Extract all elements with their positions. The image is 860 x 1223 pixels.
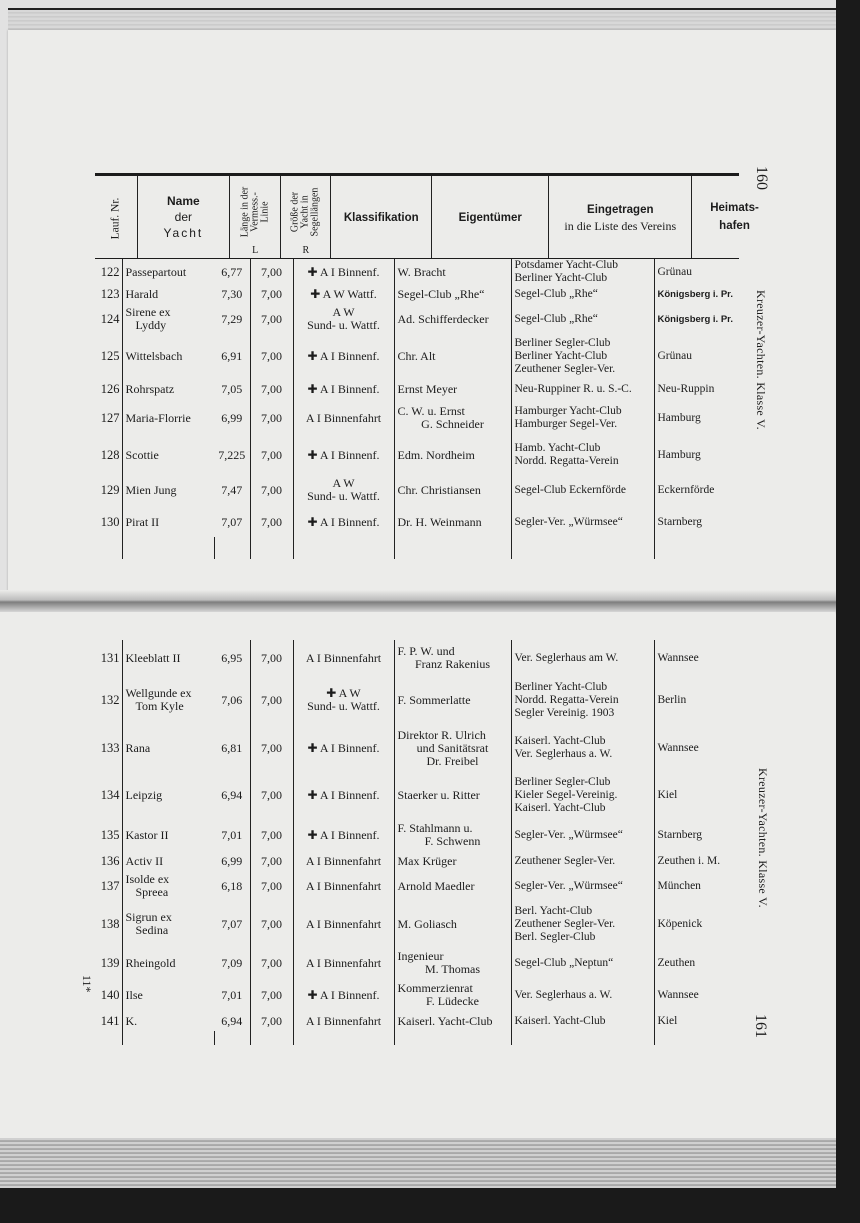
yacht-name: Maria-Florrie	[125, 410, 191, 425]
table-row	[95, 334, 739, 379]
size-r: 7,00	[250, 818, 293, 852]
table-row	[95, 507, 739, 537]
length-l: 7,07	[214, 507, 250, 537]
length-l: 6,94	[214, 1011, 250, 1031]
side-title-page-161: Kreuzer-Yachten. Klasse V.	[756, 768, 770, 908]
home-port: Hamburg	[657, 448, 701, 461]
home-port: Wannsee	[657, 651, 699, 664]
lauf-nr: 136	[95, 852, 122, 871]
yacht-name: Ilse	[125, 987, 143, 1002]
lauf-nr: 133	[95, 724, 122, 772]
yacht-name: K.	[125, 1013, 138, 1028]
side-title-page-160: Kreuzer-Yachten. Klasse V.	[754, 290, 768, 430]
table-row	[95, 259, 739, 285]
yacht-name: Kastor II	[125, 827, 169, 842]
lauf-nr: 126	[95, 379, 122, 399]
table-row	[95, 818, 739, 852]
registered-clubs: Ver. Seglerhaus a. W.	[511, 979, 654, 1011]
table-row	[95, 947, 739, 979]
classification: A I Binnenfahrt	[293, 399, 394, 437]
header-length: Länge in der Vermess.- Linie L	[229, 176, 281, 258]
size-r: 7,00	[250, 901, 293, 947]
lauf-nr: 138	[95, 901, 122, 947]
header-klass: Klassifikation	[331, 176, 432, 258]
home-port: Starnberg	[657, 828, 703, 841]
classification: A W Sund- u. Wattf.	[293, 473, 394, 507]
classification: A W Sund- u. Wattf.	[293, 304, 394, 334]
yacht-name: Wittelsbach	[125, 349, 183, 363]
classification: A I Binnenfahrt	[293, 640, 394, 676]
yacht-table-page-160	[95, 259, 739, 559]
table-row	[95, 304, 739, 334]
classification: ✚ A I Binnenf.	[293, 334, 394, 379]
lauf-nr: 128	[95, 437, 122, 473]
header-registered: Eingetragen in die Liste des Vereins	[549, 176, 692, 258]
owner: Arnold Maedler	[394, 871, 511, 901]
owner: W. Bracht	[394, 259, 511, 285]
table-row	[95, 399, 739, 437]
registered-clubs: Kaiserl. Yacht-Club Ver. Seglerhaus a. W.	[511, 724, 654, 772]
table-header	[95, 176, 777, 258]
registered-clubs: Segel-Club „Rhe“	[511, 285, 654, 304]
lauf-nr: 131	[95, 640, 122, 676]
table-row	[95, 379, 739, 399]
home-port: Königsberg i. Pr.	[657, 289, 733, 300]
size-r: 7,00	[250, 979, 293, 1011]
lauf-nr: 123	[95, 285, 122, 304]
size-r: 7,00	[250, 379, 293, 399]
owner: Direktor R. Ulrich und Sanitätsrat Dr. Freibel	[394, 724, 511, 772]
table-row	[95, 285, 739, 304]
background-right	[836, 0, 860, 1223]
table-row	[95, 437, 739, 473]
registered-clubs: Neu-Ruppiner R. u. S.-C.	[511, 379, 654, 399]
length-l: 6,77	[214, 259, 250, 285]
length-l: 7,29	[214, 304, 250, 334]
classification: A I Binnenfahrt	[293, 1011, 394, 1031]
table-row	[95, 871, 739, 901]
owner: Edm. Nordheim	[394, 437, 511, 473]
yacht-name: Rohrspatz	[125, 381, 175, 396]
classification: ✚ A I Binnenf.	[293, 379, 394, 399]
lauf-nr: 127	[95, 399, 122, 437]
length-l: 7,07	[214, 901, 250, 947]
owner: Ingenieur M. Thomas	[394, 947, 511, 979]
home-port: Berlin	[657, 693, 687, 706]
home-port: Grünau	[657, 350, 692, 362]
size-r: 7,00	[250, 437, 293, 473]
owner: F. P. W. und Franz Rakenius	[394, 640, 511, 676]
book-gutter	[0, 590, 860, 612]
registered-clubs: Segel-Club „Rhe“	[511, 304, 654, 334]
length-l: 7,05	[214, 379, 250, 399]
registered-clubs: Berliner Segler-Club Kieler Segel-Vereinig. Kaiserl. Yacht-Club	[511, 772, 654, 818]
header-owner: Eigentümer	[432, 176, 549, 258]
owner: M. Goliasch	[394, 901, 511, 947]
home-port: München	[657, 879, 701, 892]
size-r: 7,00	[250, 1011, 293, 1031]
lauf-nr: 141	[95, 1011, 122, 1031]
owner: Kaiserl. Yacht-Club	[394, 1011, 511, 1031]
classification: ✚ A I Binnenf.	[293, 772, 394, 818]
lauf-nr: 122	[95, 259, 122, 285]
classification: ✚ A I Binnenf.	[293, 979, 394, 1011]
table-row	[95, 772, 739, 818]
home-port: Starnberg	[657, 515, 703, 528]
home-port: Neu-Ruppin	[657, 382, 715, 395]
size-r: 7,00	[250, 676, 293, 724]
registered-clubs: Hamb. Yacht-Club Nordd. Regatta-Verein	[511, 437, 654, 473]
lauf-nr: 130	[95, 507, 122, 537]
yacht-name: Scottie	[125, 447, 159, 462]
yacht-name: Kleeblatt II	[125, 650, 181, 665]
size-r: 7,00	[250, 259, 293, 285]
size-r: 7,00	[250, 334, 293, 379]
owner: Ad. Schifferdecker	[394, 304, 511, 334]
table-row	[95, 640, 739, 676]
lauf-nr: 134	[95, 772, 122, 818]
header-home-port: Heimats- hafen	[710, 202, 759, 232]
yacht-name: Rheingold	[125, 955, 176, 970]
yacht-name: Passepartout	[125, 264, 187, 279]
table-row	[95, 901, 739, 947]
home-port: Hamburg	[657, 411, 701, 424]
lauf-nr: 124	[95, 304, 122, 334]
header-size: Größe der Yacht in Segellängen R	[281, 176, 331, 258]
home-port: Grünau	[657, 265, 692, 278]
yacht-name: Harald	[125, 287, 159, 301]
size-r: 7,00	[250, 399, 293, 437]
owner: Max Krüger	[394, 852, 511, 871]
registered-clubs: Segler-Ver. „Würmsee“	[511, 507, 654, 537]
table-row	[95, 852, 739, 871]
size-r: 7,00	[250, 507, 293, 537]
classification: A I Binnenfahrt	[293, 947, 394, 979]
length-l: 7,06	[214, 676, 250, 724]
owner: Staerker u. Ritter	[394, 772, 511, 818]
owner: Chr. Christiansen	[394, 473, 511, 507]
size-r: 7,00	[250, 871, 293, 901]
home-port: Köpenick	[657, 917, 703, 930]
table-row	[95, 979, 739, 1011]
header-nr: Lauf. Nr.	[95, 176, 137, 258]
classification: ✚ A W Wattf.	[293, 285, 394, 304]
yacht-name: Wellgunde ex Tom Kyle	[125, 686, 192, 713]
classification: ✚ A W Sund- u. Wattf.	[293, 676, 394, 724]
length-l: 7,30	[214, 285, 250, 304]
yacht-table-page-161	[95, 640, 739, 1045]
classification: ✚ A I Binnenf.	[293, 507, 394, 537]
classification: A I Binnenfahrt	[293, 871, 394, 901]
classification: ✚ A I Binnenf.	[293, 437, 394, 473]
lauf-nr: 139	[95, 947, 122, 979]
page-number-160: 160	[753, 166, 770, 190]
background-bottom	[0, 1188, 860, 1223]
size-r: 7,00	[250, 724, 293, 772]
registered-clubs: Segler-Ver. „Würmsee“	[511, 871, 654, 901]
home-port: Kiel	[657, 1014, 678, 1027]
owner: Dr. H. Weinmann	[394, 507, 511, 537]
owner: C. W. u. Ernst G. Schneider	[394, 399, 511, 437]
length-l: 7,47	[214, 473, 250, 507]
yacht-name: Sigrun ex Sedina	[125, 910, 172, 937]
registered-clubs: Kaiserl. Yacht-Club	[511, 1011, 654, 1031]
registered-clubs: Segel-Club „Neptun“	[511, 947, 654, 979]
length-l: 6,91	[214, 334, 250, 379]
page-stack-bottom-edge	[0, 1138, 836, 1188]
owner: F. Sommerlatte	[394, 676, 511, 724]
size-r: 7,00	[250, 304, 293, 334]
registered-clubs: Segel-Club Eckernförde	[511, 473, 654, 507]
size-r: 7,00	[250, 852, 293, 871]
home-port: Zeuthen i. M.	[657, 855, 721, 867]
length-l: 6,99	[214, 852, 250, 871]
classification: A I Binnenfahrt	[293, 901, 394, 947]
owner: Kommerzienrat F. Lüdecke	[394, 979, 511, 1011]
length-l: 7,01	[214, 979, 250, 1011]
length-l: 6,99	[214, 399, 250, 437]
table-spacer	[95, 537, 739, 559]
size-r: 7,00	[250, 473, 293, 507]
yacht-name: Mien Jung	[125, 482, 177, 497]
lauf-nr: 125	[95, 334, 122, 379]
yacht-name: Sirene ex Lyddy	[125, 305, 171, 332]
size-r: 7,00	[250, 640, 293, 676]
yacht-name: Activ II	[125, 854, 164, 868]
table-row	[95, 1011, 739, 1031]
registered-clubs: Berliner Segler-Club Berliner Yacht-Club Zeuthener Segler-Ver.	[511, 334, 654, 379]
length-l: 7,01	[214, 818, 250, 852]
owner: Chr. Alt	[394, 334, 511, 379]
registered-clubs: Hamburger Yacht-Club Hamburger Segel-Ver.	[511, 399, 654, 437]
classification: A I Binnenfahrt	[293, 852, 394, 871]
lauf-nr: 132	[95, 676, 122, 724]
home-port: Wannsee	[657, 741, 699, 754]
yacht-name: Rana	[125, 740, 151, 755]
length-l: 6,18	[214, 871, 250, 901]
table-row	[95, 724, 739, 772]
length-l: 6,81	[214, 724, 250, 772]
classification: ✚ A I Binnenf.	[293, 724, 394, 772]
yacht-name: Isolde ex Spreea	[125, 872, 170, 899]
registered-clubs: Zeuthener Segler-Ver.	[511, 852, 654, 871]
registered-clubs: Potsdamer Yacht-Club Berliner Yacht-Club	[511, 259, 654, 285]
lauf-nr: 129	[95, 473, 122, 507]
registered-clubs: Berl. Yacht-Club Zeuthener Segler-Ver. Berl. Segler-Club	[511, 901, 654, 947]
signature-mark: 11*	[80, 975, 94, 993]
size-r: 7,00	[250, 947, 293, 979]
owner: Segel-Club „Rhe“	[394, 285, 511, 304]
home-port: Wannsee	[657, 988, 699, 1001]
owner: Ernst Meyer	[394, 379, 511, 399]
size-r: 7,00	[250, 772, 293, 818]
table-spacer	[95, 1031, 739, 1045]
lauf-nr: 135	[95, 818, 122, 852]
owner: F. Stahlmann u. F. Schwenn	[394, 818, 511, 852]
table-row	[95, 473, 739, 507]
registered-clubs: Ver. Seglerhaus am W.	[511, 640, 654, 676]
classification: ✚ A I Binnenf.	[293, 818, 394, 852]
home-port: Königsberg i. Pr.	[657, 313, 733, 325]
registered-clubs: Segler-Ver. „Würmsee“	[511, 818, 654, 852]
yacht-name: Leipzig	[125, 787, 163, 802]
yacht-name: Pirat II	[125, 514, 160, 529]
home-port: Zeuthen	[657, 956, 696, 969]
header-name: Name der Yacht	[137, 176, 229, 258]
page-number-161: 161	[752, 1014, 769, 1038]
table-row	[95, 676, 739, 724]
registered-clubs: Berliner Yacht-Club Nordd. Regatta-Verein Segler Vereinig. 1903	[511, 676, 654, 724]
length-l: 7,225	[214, 437, 250, 473]
home-port: Kiel	[657, 788, 678, 801]
lauf-nr: 137	[95, 871, 122, 901]
classification: ✚ A I Binnenf.	[293, 259, 394, 285]
lauf-nr: 140	[95, 979, 122, 1011]
home-port: Eckernförde	[657, 483, 715, 496]
length-l: 6,95	[214, 640, 250, 676]
length-l: 7,09	[214, 947, 250, 979]
length-l: 6,94	[214, 772, 250, 818]
size-r: 7,00	[250, 285, 293, 304]
